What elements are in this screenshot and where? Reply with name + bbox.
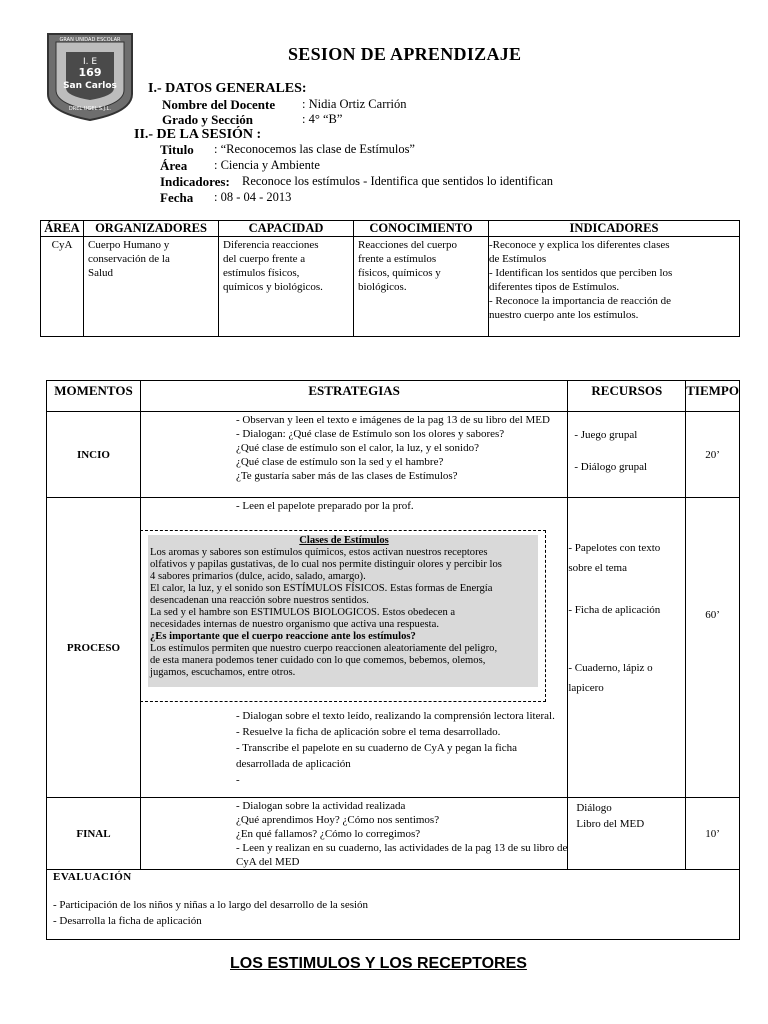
papelote-line: necesidades internas de nuestro organismo que activa una respuesta. xyxy=(150,619,439,630)
recurso-item: - Diálogo grupal xyxy=(574,461,648,473)
recurso-item: - Papelotes con texto xyxy=(568,542,661,554)
logo-line1: I. E xyxy=(82,57,98,67)
papelote-question: ¿Es importante que el cuerpo reaccione ante los estímulos? xyxy=(150,631,416,642)
evaluacion-cell xyxy=(47,870,740,940)
indicadores-label: Indicadores: xyxy=(160,174,230,189)
header-recursos: RECURSOS xyxy=(568,381,686,412)
papelote-line: jugamos, escuchamos, entre otros. xyxy=(150,667,296,678)
papelote-line: de esta manera podemos tener cuidado con lo que comemos, bebemos, olemos, xyxy=(150,655,486,666)
school-logo xyxy=(44,32,136,122)
final-line: - Leen y realizan en su cuaderno, las actividades de la pag 13 de su libro de xyxy=(235,842,568,854)
proceso-after-line: - xyxy=(235,774,240,786)
papelote-line: olfativos y papilas gustativas, de lo cual nos permite distinguir olores y percibir los xyxy=(150,559,502,570)
momento-proceso: PROCESO xyxy=(47,498,141,798)
inicio-line: ¿Qué clase de estímulo son el calor, la luz, y el sonido? xyxy=(235,442,479,454)
evaluacion-line: - Participación de los niños y niñas a lo largo del desarrollo de la sesión xyxy=(53,899,369,911)
recurso-item: sobre el tema xyxy=(568,562,627,574)
indicadores-line: - Identifican los sentidos que perciben los xyxy=(489,267,673,279)
header-tiempo: TIEMPO xyxy=(686,381,740,412)
organizadores-line: conservación de la xyxy=(88,253,170,265)
area-value: : Ciencia y Ambiente xyxy=(214,158,320,172)
evaluacion-line: - Desarrolla la ficha de aplicación xyxy=(53,915,202,927)
header-indicadores: INDICADORES xyxy=(489,221,740,237)
conocimiento-line: biológicos. xyxy=(358,281,407,293)
papelote-title: Clases de Estímulos xyxy=(299,535,389,546)
header-estrategias: ESTRATEGIAS xyxy=(140,381,567,412)
cell-capacidad xyxy=(219,237,354,337)
organizadores-line: Salud xyxy=(88,267,114,279)
indicadores-value: Reconoce los estímulos - Identifica que sentidos lo identifican xyxy=(242,174,554,188)
papelote-text xyxy=(150,535,538,679)
docente-label: Nombre del Docente xyxy=(162,97,276,112)
titulo-value: : “Reconocemos las clase de Estímulos” xyxy=(214,142,415,156)
cell-conocimiento xyxy=(354,237,489,337)
recurso-item: - Juego grupal xyxy=(574,429,638,441)
inicio-line: - Observan y leen el texto e imágenes de la pag 13 de su libro del MED xyxy=(235,414,550,426)
papelote-line: Los aromas y sabores son estímulos químicos, estos activan nuestros receptores xyxy=(150,547,488,558)
logo-line2: 169 xyxy=(78,66,102,79)
area-label: Área xyxy=(160,158,188,173)
section-sesion-heading: II.- DE LA SESIÓN : xyxy=(134,127,262,142)
header-area: ÁREA xyxy=(41,221,84,237)
capacidad-line: químicos y biológicos. xyxy=(223,281,323,293)
inicio-estrategias xyxy=(140,412,567,498)
momento-final: FINAL xyxy=(47,798,141,870)
capacidad-line: Diferencia reacciones xyxy=(223,239,319,251)
indicadores-line: nuestro cuerpo ante los estímulos. xyxy=(489,309,639,321)
conocimiento-line: frente a estímulos xyxy=(358,253,437,265)
cell-area: CyA xyxy=(41,237,84,337)
header-momentos: MOMENTOS xyxy=(47,381,141,412)
indicadores-line: - Reconoce la importancia de reacción de xyxy=(489,295,672,307)
header-capacidad: CAPACIDAD xyxy=(219,221,354,237)
fecha-value: : 08 - 04 - 2013 xyxy=(214,190,292,204)
recurso-item: lapicero xyxy=(568,682,604,694)
proceso-intro: - Leen el papelote preparado por la prof. xyxy=(235,500,414,512)
proceso-after-line: - Transcribe el papelote en su cuaderno de CyA y pegan la ficha xyxy=(235,742,517,754)
final-line: CyA del MED xyxy=(235,856,300,868)
conocimiento-line: Reacciones del cuerpo xyxy=(358,239,457,251)
grado-value: : 4° “B” xyxy=(302,112,343,126)
proceso-after-line: - Resuelve la ficha de aplicación sobre el tema desarrollado. xyxy=(235,726,501,738)
curricular-table xyxy=(40,220,740,337)
inicio-line: ¿Te gustaría saber más de las clases de Estímulos? xyxy=(235,470,458,482)
final-line: ¿En qué fallamos? ¿Cómo lo corregimos? xyxy=(235,828,421,840)
recurso-item: - Cuaderno, lápiz o xyxy=(568,662,653,674)
final-line: - Dialogan sobre la actividad realizada xyxy=(235,800,406,812)
momento-inicio: INCIO xyxy=(47,412,141,498)
conocimiento-line: físicos, químicos y xyxy=(358,267,441,279)
inicio-recursos xyxy=(568,412,686,498)
papelote-line: Los estímulos permiten que nuestro cuerpo reaccionen aleatoriamente del peligro, xyxy=(150,643,498,654)
organizadores-line: Cuerpo Humano y xyxy=(88,239,170,251)
section-title-estimulos: LOS ESTIMULOS Y LOS RECEPTORES xyxy=(230,955,527,972)
papelote-line: 4 sabores primarios (dulce, acido, salado, amargo). xyxy=(150,571,366,582)
inicio-tiempo: 20’ xyxy=(686,412,740,498)
recurso-item: Diálogo xyxy=(576,802,612,814)
proceso-tiempo: 60’ xyxy=(686,498,740,798)
cell-indicadores xyxy=(489,237,740,337)
final-estrategias xyxy=(140,798,567,870)
logo-line3: San Carlos xyxy=(63,81,117,91)
indicadores-line: de Estímulos xyxy=(489,253,547,265)
inicio-line: - Dialogan: ¿Qué clase de Estímulo son los olores y sabores? xyxy=(235,428,505,440)
titulo-label: Titulo xyxy=(160,142,194,157)
recurso-item: Libro del MED xyxy=(576,818,645,830)
grado-label: Grado y Sección xyxy=(162,112,253,127)
docente-value: : Nidia Ortiz Carrión xyxy=(302,97,407,111)
inicio-line: ¿Qué clase de estímulo son la sed y el hambre? xyxy=(235,456,444,468)
papelote-line: La sed y el hambre son ESTIMULOS BIOLOGICOS. Estos obedecen a xyxy=(150,607,456,618)
evaluacion-heading: EVALUACIÓN xyxy=(53,871,132,883)
capacidad-line: estímulos físicos, xyxy=(223,267,300,279)
proceso-after-line: - Dialogan sobre el texto leído, realizando la comprensión lectora literal. xyxy=(235,710,555,722)
recurso-item: - Ficha de aplicación xyxy=(568,604,661,616)
page-title: SESION DE APRENDIZAJE xyxy=(288,44,522,64)
indicadores-line: -Reconoce y explica los diferentes clases xyxy=(489,239,670,251)
final-line: ¿Qué aprendimos Hoy? ¿Cómo nos sentimos? xyxy=(235,814,440,826)
logo-bottom-text: DREL UGEL S.J.L. xyxy=(68,106,112,112)
header-conocimiento: CONOCIMIENTO xyxy=(354,221,489,237)
final-tiempo: 10’ xyxy=(686,798,740,870)
capacidad-line: del cuerpo frente a xyxy=(223,253,306,265)
section-datos-generales-heading: I.- DATOS GENERALES: xyxy=(148,81,307,96)
papelote-line: El calor, la luz, y el sonido son ESTÍMULOS FÍSICOS. Estas formas de Energía xyxy=(150,583,493,594)
header-organizadores: ORGANIZADORES xyxy=(84,221,219,237)
proceso-recursos xyxy=(568,498,686,798)
proceso-after-line: desarrollada de aplicación xyxy=(235,758,351,770)
logo-top-text: GRAN UNIDAD ESCOLAR xyxy=(59,37,121,43)
indicadores-line: diferentes tipos de Estímulos. xyxy=(489,281,620,293)
papelote-line: desencadenan una reacción sobre nuestros sentidos. xyxy=(150,595,369,606)
fecha-label: Fecha xyxy=(160,190,194,205)
cell-organizadores xyxy=(84,237,219,337)
final-recursos xyxy=(568,798,686,870)
